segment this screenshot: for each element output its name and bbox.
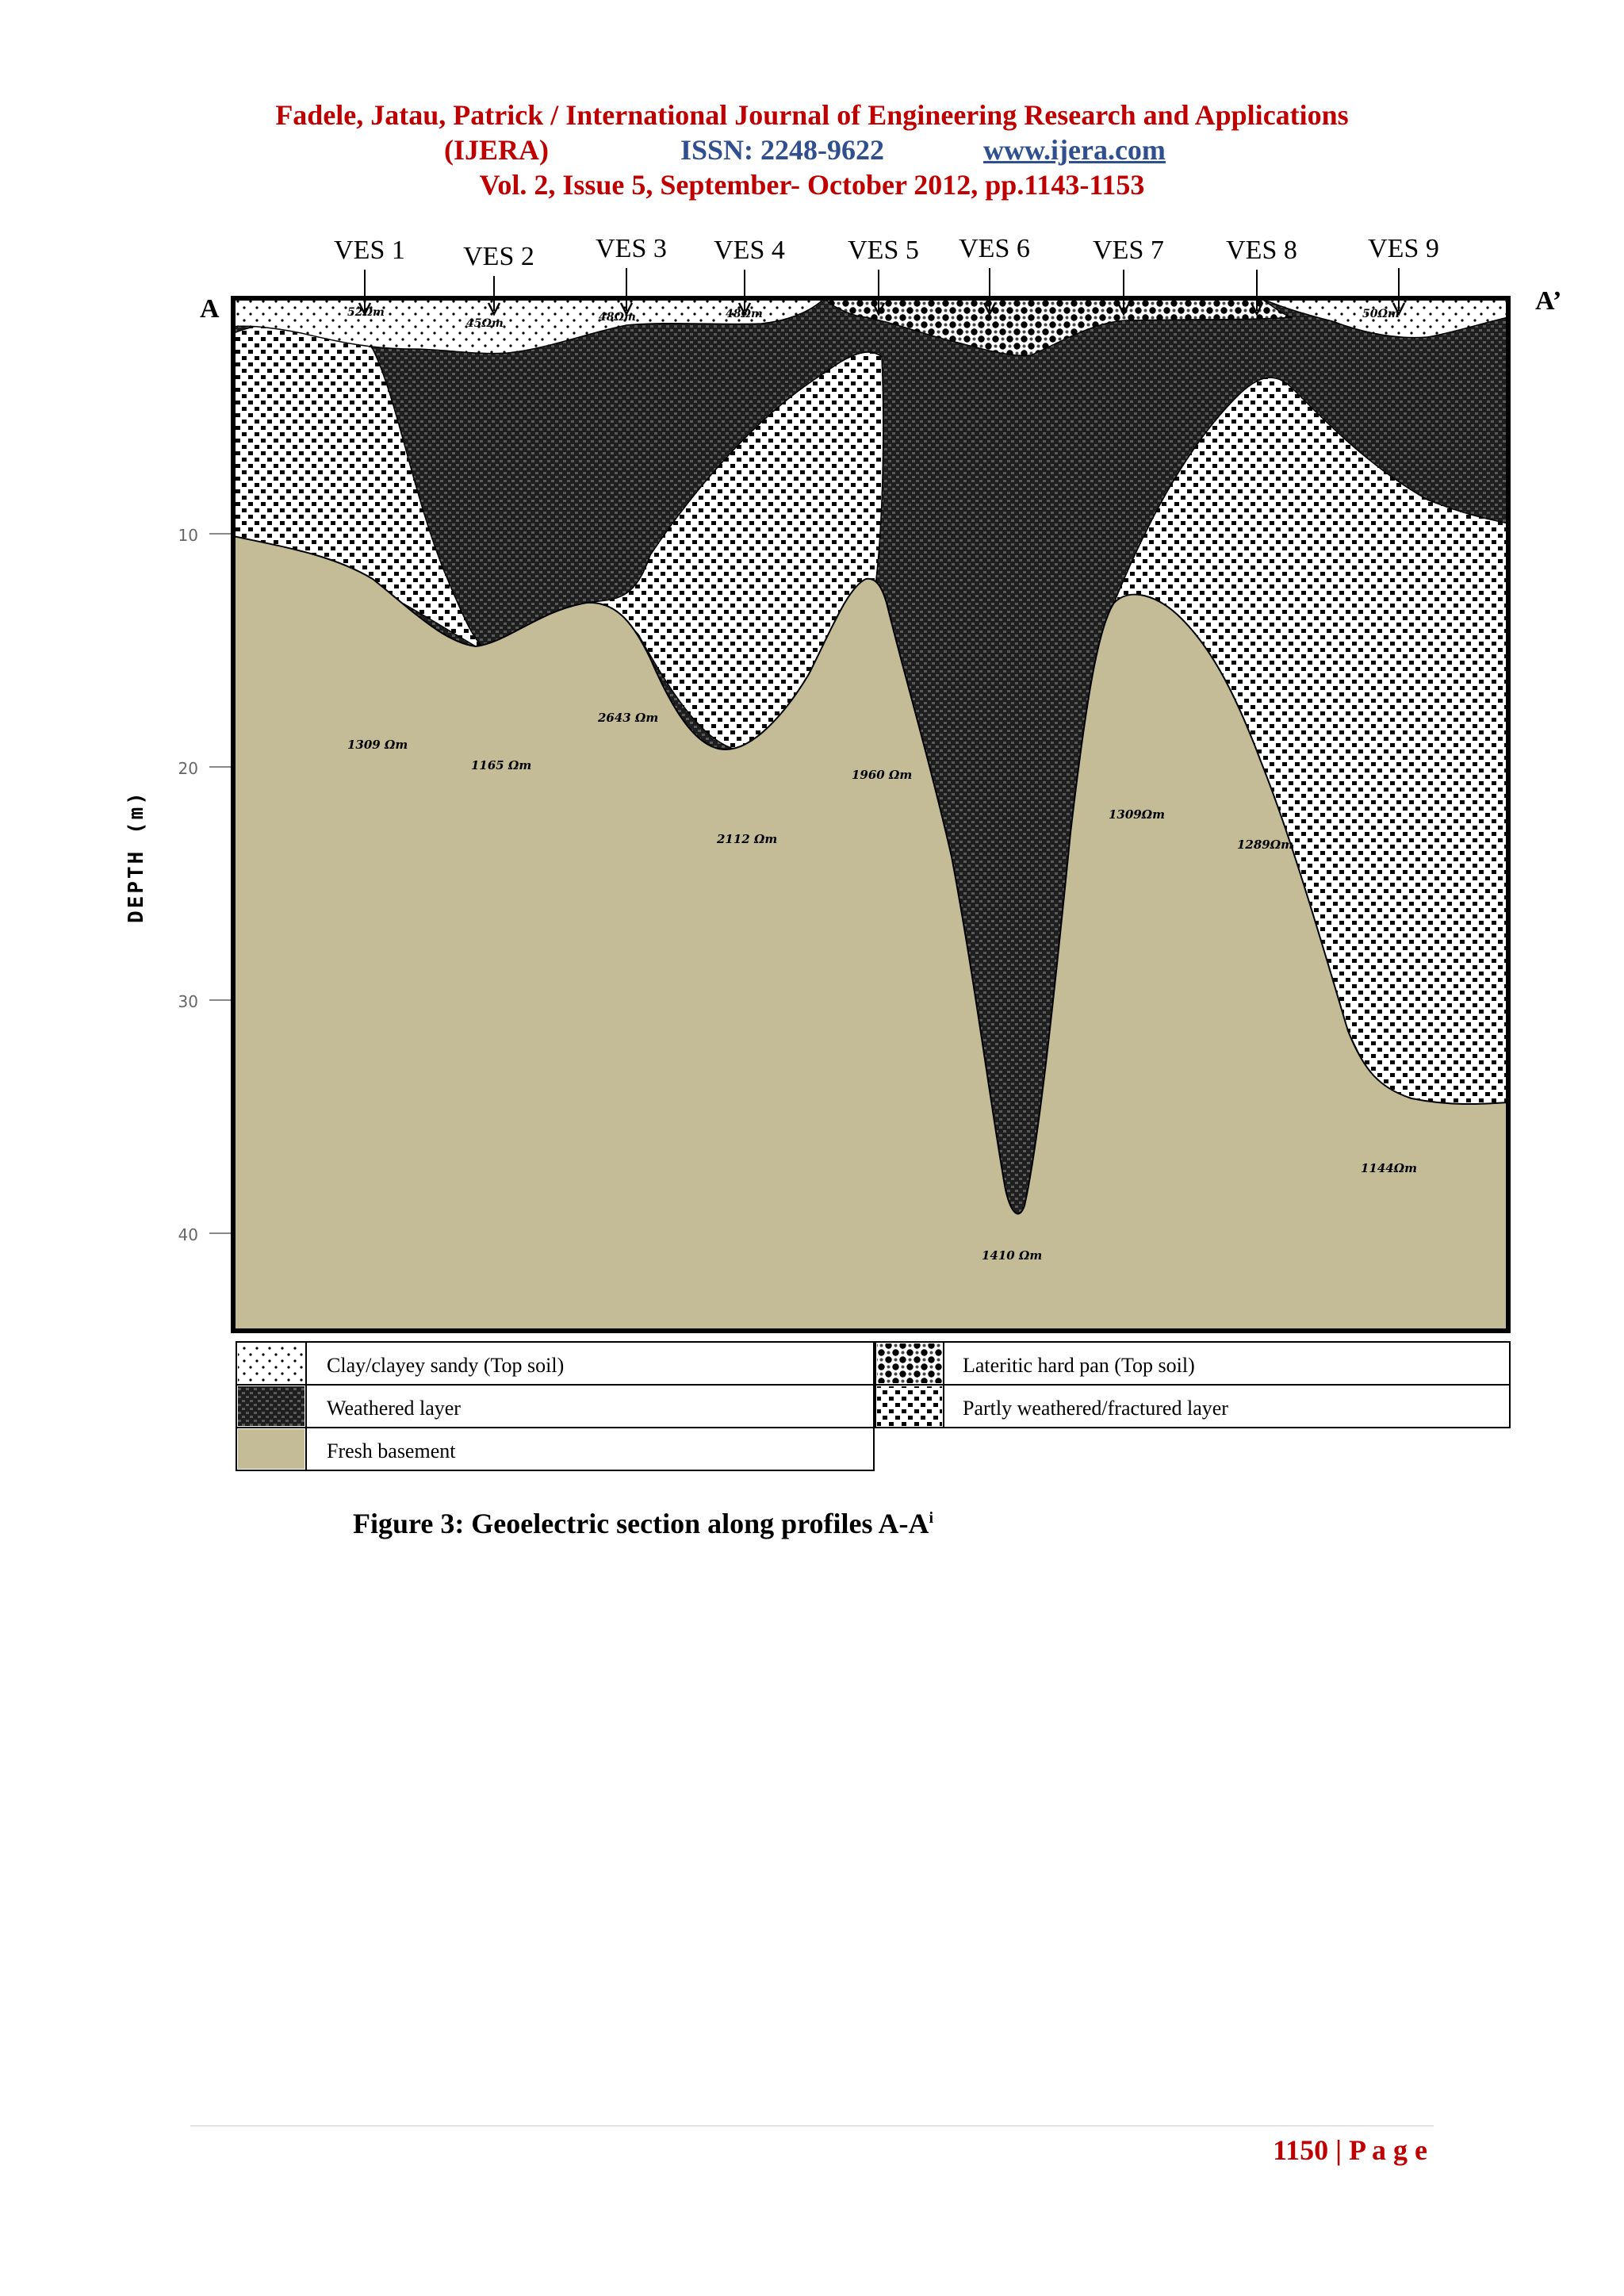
basement-res-ves9: 1144Ωm — [1361, 1161, 1417, 1175]
basement-res-ves3: 2643 Ωm — [598, 711, 659, 725]
depth-tick-10: 10 — [178, 526, 198, 545]
ves-label-6: VES 6 — [959, 234, 1030, 263]
depth-axis-label: DEPTH (m) — [124, 790, 148, 923]
basement-res-ves2: 1165 Ωm — [471, 758, 532, 772]
basement-res-ves6: 1410 Ωm — [982, 1248, 1043, 1263]
ves-label-1: VES 1 — [334, 236, 405, 265]
legend-label-fractured: Partly weathered/fractured layer — [963, 1397, 1228, 1420]
legend-label-clay: Clay/clayey sandy (Top soil) — [327, 1354, 565, 1377]
topsoil-res-ves4: 48Ωm — [726, 308, 763, 320]
topsoil-res-ves9: 50Ωm — [1362, 308, 1400, 320]
ves-label-8: VES 8 — [1226, 236, 1297, 265]
basement-res-ves5: 1960 Ωm — [852, 768, 913, 782]
legend-swatch-fresh — [238, 1429, 304, 1469]
basement-res-ves4: 2112 Ωm — [717, 832, 778, 846]
legend-label-weathered: Weathered layer — [327, 1397, 461, 1420]
figure-caption-sup: i — [929, 1509, 934, 1527]
journal-header-line3: Vol. 2, Issue 5, September- October 2012, pp.1143-1153 — [479, 169, 1145, 201]
basement-res-ves8: 1289Ωm — [1237, 838, 1293, 852]
ves-label-4: VES 4 — [714, 236, 785, 265]
legend-label-laterite: Lateritic hard pan (Top soil) — [963, 1354, 1195, 1377]
legend-swatch-laterite — [877, 1343, 942, 1383]
page-number: 1150 | P a g e — [1273, 2134, 1427, 2166]
footer-rule — [190, 2125, 1434, 2126]
legend — [236, 1342, 1510, 1470]
profile-start-label: A — [200, 294, 220, 324]
figure-caption-text: Figure 3: Geoelectric section along profiles A-A — [353, 1508, 929, 1539]
profile-end-label: A’ — [1535, 286, 1562, 316]
ves-label-7: VES 7 — [1093, 236, 1164, 265]
depth-tick-40: 40 — [178, 1225, 198, 1244]
legend-swatch-weathered — [238, 1386, 304, 1426]
ves-label-9: VES 9 — [1368, 234, 1439, 263]
figure-caption — [353, 1507, 933, 1540]
ves-label-2: VES 2 — [463, 242, 534, 271]
topsoil-res-ves3: 48Ωm — [599, 311, 636, 324]
journal-url-link[interactable]: www.ijera.com — [983, 134, 1166, 166]
ves-label-3: VES 3 — [596, 234, 667, 263]
topsoil-res-ves1: 52Ωm — [347, 306, 385, 319]
depth-tick-20: 20 — [178, 759, 198, 778]
section-layers — [233, 298, 1508, 1331]
journal-abbrev: (IJERA) — [444, 134, 549, 166]
legend-label-fresh: Fresh basement — [327, 1439, 456, 1462]
issn: ISSN: 2248-9622 — [680, 134, 885, 166]
legend-swatch-fractured — [877, 1386, 942, 1426]
ves-station-labels — [334, 234, 1439, 271]
basement-res-ves1: 1309 Ωm — [347, 738, 408, 752]
depth-tick-30: 30 — [178, 992, 198, 1011]
legend-swatch-clay — [238, 1343, 304, 1383]
depth-axis-ticks — [178, 526, 233, 1244]
basement-res-ves7: 1309Ωm — [1109, 807, 1165, 822]
journal-header-line1: Fadele, Jatau, Patrick / International Journal of Engineering Research and Applications — [275, 99, 1349, 131]
ves-label-5: VES 5 — [848, 236, 919, 265]
topsoil-res-ves2: 45Ωm — [466, 317, 504, 330]
